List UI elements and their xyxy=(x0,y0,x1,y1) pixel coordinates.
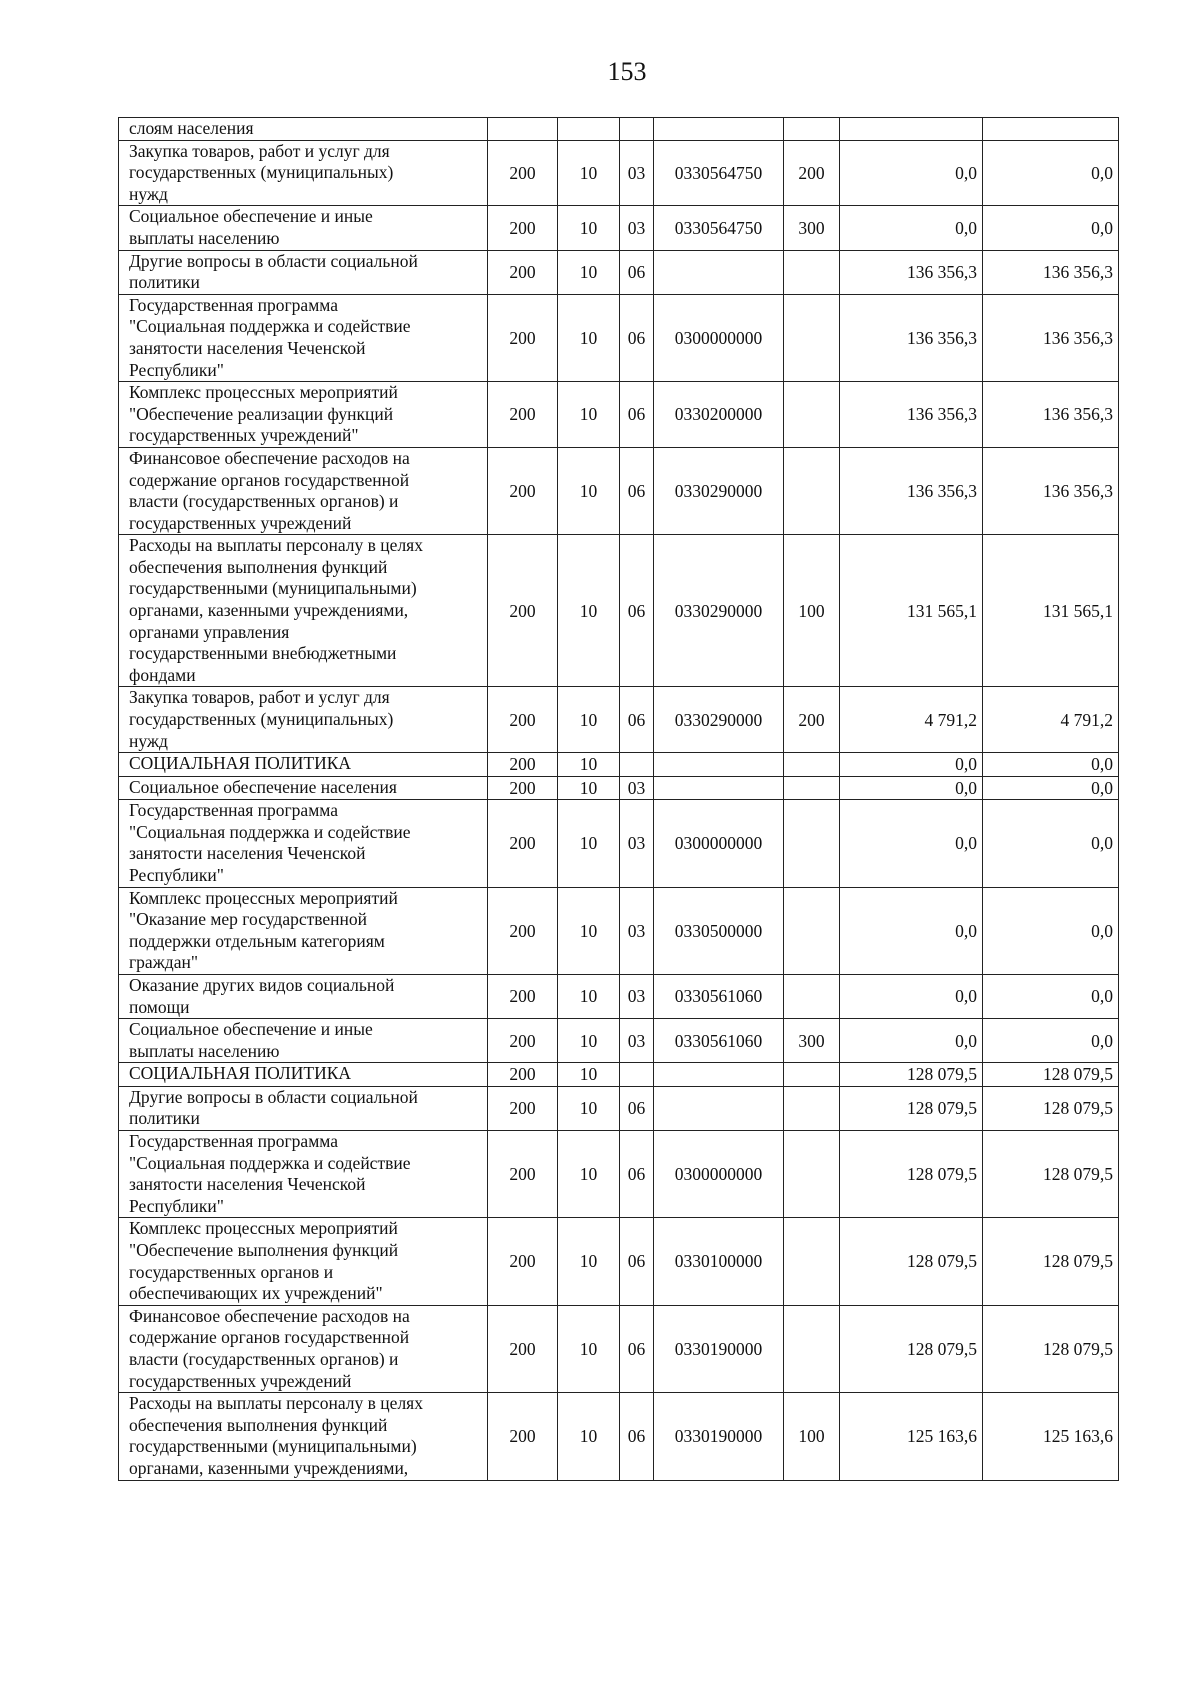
cell-item-name-line: государственных учреждений xyxy=(129,1370,352,1391)
cell-item-name xyxy=(119,140,488,206)
cell-expense-type xyxy=(784,1305,840,1392)
cell-amount-1 xyxy=(840,118,983,141)
cell-section-code: 10 xyxy=(558,800,620,887)
cell-expense-type xyxy=(784,800,840,887)
cell-amount-1: 128 079,5 xyxy=(840,1218,983,1305)
table-row xyxy=(119,382,1119,448)
cell-target-article: 0330200000 xyxy=(654,382,784,448)
table-body xyxy=(119,118,1119,1481)
cell-amount-1: 0,0 xyxy=(840,753,983,777)
cell-target-article: 0300000000 xyxy=(654,294,784,381)
cell-target-article: 0330564750 xyxy=(654,206,784,250)
cell-section-code: 10 xyxy=(558,250,620,294)
cell-amount-2: 128 079,5 xyxy=(983,1218,1119,1305)
cell-amount-2: 0,0 xyxy=(983,1019,1119,1063)
cell-expense-type: 200 xyxy=(784,140,840,206)
cell-item-name xyxy=(119,1131,488,1218)
cell-amount-1: 4 791,2 xyxy=(840,687,983,753)
cell-ministry-code: 200 xyxy=(488,250,558,294)
table-row xyxy=(119,535,1119,687)
cell-subsection-code: 03 xyxy=(620,974,654,1018)
cell-amount-2: 0,0 xyxy=(983,887,1119,974)
cell-section-code: 10 xyxy=(558,776,620,800)
cell-amount-2: 125 163,6 xyxy=(983,1393,1119,1480)
cell-ministry-code: 200 xyxy=(488,974,558,1018)
cell-amount-2: 136 356,3 xyxy=(983,447,1119,534)
cell-subsection-code: 06 xyxy=(620,535,654,687)
cell-amount-1: 0,0 xyxy=(840,206,983,250)
cell-item-name-line: Социальное обеспечение населения xyxy=(129,776,397,797)
cell-amount-1: 136 356,3 xyxy=(840,294,983,381)
cell-amount-2: 0,0 xyxy=(983,753,1119,777)
cell-section-code: 10 xyxy=(558,1218,620,1305)
cell-item-name-line: Оказание других видов социальной xyxy=(129,974,395,995)
cell-subsection-code xyxy=(620,118,654,141)
cell-subsection-code: 03 xyxy=(620,1019,654,1063)
cell-expense-type xyxy=(784,382,840,448)
cell-subsection-code: 03 xyxy=(620,206,654,250)
cell-amount-2: 131 565,1 xyxy=(983,535,1119,687)
cell-item-name-line: Республики" xyxy=(129,1195,224,1216)
cell-target-article: 0330564750 xyxy=(654,140,784,206)
cell-item-name-line: Комплекс процессных мероприятий xyxy=(129,382,398,403)
cell-subsection-code: 06 xyxy=(620,294,654,381)
cell-ministry-code: 200 xyxy=(488,1086,558,1130)
cell-target-article xyxy=(654,1086,784,1130)
cell-expense-type xyxy=(784,1218,840,1305)
cell-item-name xyxy=(119,687,488,753)
cell-amount-1: 128 079,5 xyxy=(840,1305,983,1392)
cell-amount-1: 136 356,3 xyxy=(840,382,983,448)
cell-expense-type xyxy=(784,447,840,534)
cell-ministry-code: 200 xyxy=(488,687,558,753)
cell-item-name-line: Финансовое обеспечение расходов на xyxy=(129,1305,410,1326)
cell-item-name-line: Государственная программа xyxy=(129,1131,338,1152)
table-row xyxy=(119,140,1119,206)
cell-amount-1: 136 356,3 xyxy=(840,447,983,534)
cell-expense-type: 100 xyxy=(784,1393,840,1480)
cell-subsection-code: 06 xyxy=(620,1218,654,1305)
cell-item-name-line: поддержки отдельным категориям xyxy=(129,930,385,951)
cell-target-article: 0330190000 xyxy=(654,1305,784,1392)
cell-ministry-code: 200 xyxy=(488,1063,558,1087)
cell-expense-type: 300 xyxy=(784,206,840,250)
cell-amount-2: 136 356,3 xyxy=(983,382,1119,448)
cell-amount-2: 4 791,2 xyxy=(983,687,1119,753)
cell-item-name xyxy=(119,535,488,687)
cell-item-name-line: Расходы на выплаты персоналу в целях xyxy=(129,535,423,556)
table-row xyxy=(119,1019,1119,1063)
table-row xyxy=(119,800,1119,887)
cell-item-name xyxy=(119,206,488,250)
cell-subsection-code: 06 xyxy=(620,447,654,534)
cell-target-article xyxy=(654,776,784,800)
cell-target-article xyxy=(654,753,784,777)
cell-amount-2: 128 079,5 xyxy=(983,1086,1119,1130)
cell-subsection-code: 03 xyxy=(620,887,654,974)
cell-subsection-code: 06 xyxy=(620,1305,654,1392)
table-row xyxy=(119,753,1119,777)
cell-section-code: 10 xyxy=(558,535,620,687)
cell-item-name xyxy=(119,1086,488,1130)
table-row xyxy=(119,118,1119,141)
cell-section-code xyxy=(558,118,620,141)
cell-item-name xyxy=(119,294,488,381)
cell-item-name-line: государственными (муниципальными) xyxy=(129,578,417,599)
table-row xyxy=(119,447,1119,534)
cell-ministry-code xyxy=(488,118,558,141)
cell-item-name-line: государственными (муниципальными) xyxy=(129,1436,417,1457)
cell-item-name-line: Закупка товаров, работ и услуг для xyxy=(129,140,390,161)
cell-expense-type xyxy=(784,753,840,777)
cell-item-name-line: государственных учреждений" xyxy=(129,425,359,446)
cell-amount-2: 128 079,5 xyxy=(983,1131,1119,1218)
cell-expense-type xyxy=(784,294,840,381)
cell-item-name-line: государственных (муниципальных) xyxy=(129,162,394,183)
cell-item-name-line: Республики" xyxy=(129,359,224,380)
cell-item-name-line: обеспечения выполнения функций xyxy=(129,556,388,577)
cell-section-code: 10 xyxy=(558,1393,620,1480)
cell-amount-2: 136 356,3 xyxy=(983,294,1119,381)
cell-item-name-line: Комплекс процессных мероприятий xyxy=(129,1218,398,1239)
cell-ministry-code: 200 xyxy=(488,1305,558,1392)
table-row xyxy=(119,776,1119,800)
cell-section-code: 10 xyxy=(558,206,620,250)
cell-amount-1: 128 079,5 xyxy=(840,1063,983,1087)
cell-item-name-line: Закупка товаров, работ и услуг для xyxy=(129,687,390,708)
cell-section-code: 10 xyxy=(558,1019,620,1063)
cell-item-name xyxy=(119,753,488,777)
cell-item-name-line: политики xyxy=(129,272,200,293)
budget-table xyxy=(118,117,1119,1481)
cell-amount-1: 128 079,5 xyxy=(840,1086,983,1130)
cell-item-name-line: выплаты населению xyxy=(129,227,280,248)
cell-amount-2: 136 356,3 xyxy=(983,250,1119,294)
table-row xyxy=(119,974,1119,1018)
cell-item-name xyxy=(119,776,488,800)
cell-subsection-code: 06 xyxy=(620,382,654,448)
cell-item-name xyxy=(119,1019,488,1063)
table-row xyxy=(119,887,1119,974)
cell-target-article xyxy=(654,1063,784,1087)
cell-section-code: 10 xyxy=(558,1131,620,1218)
cell-item-name xyxy=(119,250,488,294)
cell-item-name-line: "Социальная поддержка и содействие xyxy=(129,1152,411,1173)
cell-item-name-line: Комплекс процессных мероприятий xyxy=(129,887,398,908)
cell-item-name-line: власти (государственных органов) и xyxy=(129,491,399,512)
cell-subsection-code: 03 xyxy=(620,800,654,887)
cell-amount-1: 131 565,1 xyxy=(840,535,983,687)
cell-item-name-line: нужд xyxy=(129,730,168,751)
cell-item-name-line: граждан" xyxy=(129,952,198,973)
cell-section-code: 10 xyxy=(558,687,620,753)
cell-target-article: 0330100000 xyxy=(654,1218,784,1305)
cell-item-name-line: государственных органов и xyxy=(129,1261,334,1282)
table-row xyxy=(119,250,1119,294)
cell-expense-type xyxy=(784,250,840,294)
table-row xyxy=(119,206,1119,250)
cell-item-name-line: органами, казенными учреждениями, xyxy=(129,600,409,621)
cell-item-name-line: государственных (муниципальных) xyxy=(129,709,394,730)
cell-item-name-line: содержание органов государственной xyxy=(129,469,410,490)
cell-subsection-code: 06 xyxy=(620,250,654,294)
cell-item-name-line: государственными внебюджетными xyxy=(129,643,397,664)
cell-amount-1: 0,0 xyxy=(840,887,983,974)
cell-amount-2: 0,0 xyxy=(983,140,1119,206)
cell-amount-1: 128 079,5 xyxy=(840,1131,983,1218)
cell-item-name-line: органами управления xyxy=(129,621,290,642)
cell-ministry-code: 200 xyxy=(488,1393,558,1480)
cell-item-name-line: "Обеспечение выполнения функций xyxy=(129,1240,399,1260)
cell-item-name-line: помощи xyxy=(129,996,190,1017)
cell-amount-1: 125 163,6 xyxy=(840,1393,983,1480)
cell-item-name xyxy=(119,1305,488,1392)
cell-item-name-line: фондами xyxy=(129,664,196,685)
cell-item-name-line: обеспечения выполнения функций xyxy=(129,1414,388,1435)
cell-item-name xyxy=(119,118,488,141)
cell-expense-type: 100 xyxy=(784,535,840,687)
cell-target-article xyxy=(654,250,784,294)
cell-item-name-line: слоям населения xyxy=(129,118,254,138)
cell-amount-2: 128 079,5 xyxy=(983,1305,1119,1392)
cell-subsection-code: 03 xyxy=(620,140,654,206)
cell-item-name-line: "Социальная поддержка и содействие xyxy=(129,821,411,842)
cell-subsection-code xyxy=(620,1063,654,1087)
cell-ministry-code: 200 xyxy=(488,1019,558,1063)
cell-ministry-code: 200 xyxy=(488,1218,558,1305)
cell-subsection-code: 06 xyxy=(620,1131,654,1218)
cell-amount-2: 0,0 xyxy=(983,776,1119,800)
cell-section-code: 10 xyxy=(558,887,620,974)
cell-amount-1: 136 356,3 xyxy=(840,250,983,294)
cell-item-name-line: занятости населения Чеченской xyxy=(129,1174,366,1195)
cell-item-name-line: занятости населения Чеченской xyxy=(129,843,366,864)
cell-item-name xyxy=(119,1063,488,1087)
cell-item-name-line: СОЦИАЛЬНАЯ ПОЛИТИКА xyxy=(129,1063,352,1084)
cell-subsection-code: 06 xyxy=(620,687,654,753)
cell-item-name-line: Другие вопросы в области социальной xyxy=(129,1086,418,1107)
cell-item-name xyxy=(119,800,488,887)
cell-ministry-code: 200 xyxy=(488,535,558,687)
cell-item-name-line: "Социальная поддержка и содействие xyxy=(129,316,411,337)
cell-section-code: 10 xyxy=(558,447,620,534)
cell-item-name-line: Расходы на выплаты персоналу в целях xyxy=(129,1393,423,1414)
cell-item-name-line: Республики" xyxy=(129,865,224,885)
cell-amount-2: 0,0 xyxy=(983,974,1119,1018)
cell-amount-1: 0,0 xyxy=(840,776,983,800)
cell-ministry-code: 200 xyxy=(488,382,558,448)
cell-ministry-code: 200 xyxy=(488,1131,558,1218)
table-row xyxy=(119,1086,1119,1130)
cell-amount-1: 0,0 xyxy=(840,974,983,1018)
cell-item-name-line: "Обеспечение реализации функций xyxy=(129,403,394,424)
cell-item-name-line: Государственная программа xyxy=(129,800,338,821)
table-row xyxy=(119,1218,1119,1305)
cell-item-name xyxy=(119,974,488,1018)
cell-amount-1: 0,0 xyxy=(840,140,983,206)
cell-item-name xyxy=(119,382,488,448)
cell-item-name-line: власти (государственных органов) и xyxy=(129,1348,399,1369)
cell-subsection-code: 06 xyxy=(620,1393,654,1480)
cell-expense-type xyxy=(784,776,840,800)
cell-section-code: 10 xyxy=(558,294,620,381)
cell-ministry-code: 200 xyxy=(488,206,558,250)
page-number: 153 xyxy=(607,57,647,86)
cell-item-name xyxy=(119,887,488,974)
cell-subsection-code: 03 xyxy=(620,776,654,800)
cell-item-name-line: государственных учреждений xyxy=(129,512,352,533)
cell-amount-1: 0,0 xyxy=(840,800,983,887)
cell-target-article: 0300000000 xyxy=(654,800,784,887)
cell-target-article: 0330290000 xyxy=(654,447,784,534)
cell-expense-type xyxy=(784,974,840,1018)
cell-ministry-code: 200 xyxy=(488,140,558,206)
table-row xyxy=(119,1131,1119,1218)
cell-item-name-line: выплаты населению xyxy=(129,1040,280,1061)
cell-item-name-line: содержание органов государственной xyxy=(129,1327,410,1348)
cell-item-name-line: Другие вопросы в области социальной xyxy=(129,250,418,271)
cell-ministry-code: 200 xyxy=(488,800,558,887)
cell-item-name-line: Социальное обеспечение и иные xyxy=(129,1019,373,1040)
cell-item-name-line: занятости населения Чеченской xyxy=(129,337,366,358)
cell-target-article: 0330190000 xyxy=(654,1393,784,1480)
cell-expense-type: 200 xyxy=(784,687,840,753)
cell-amount-2: 128 079,5 xyxy=(983,1063,1119,1087)
cell-expense-type xyxy=(784,118,840,141)
cell-amount-1: 0,0 xyxy=(840,1019,983,1063)
cell-section-code: 10 xyxy=(558,1063,620,1087)
table-row xyxy=(119,1393,1119,1480)
cell-item-name xyxy=(119,1393,488,1480)
cell-expense-type xyxy=(784,1086,840,1130)
cell-item-name-line: политики xyxy=(129,1108,200,1129)
cell-item-name xyxy=(119,447,488,534)
cell-section-code: 10 xyxy=(558,1086,620,1130)
cell-ministry-code: 200 xyxy=(488,294,558,381)
cell-item-name xyxy=(119,1218,488,1305)
table-row xyxy=(119,687,1119,753)
cell-expense-type xyxy=(784,1063,840,1087)
cell-target-article: 0330500000 xyxy=(654,887,784,974)
cell-item-name-line: органами, казенными учреждениями, xyxy=(129,1457,409,1478)
cell-ministry-code: 200 xyxy=(488,776,558,800)
table-row xyxy=(119,294,1119,381)
cell-item-name-line: Государственная программа xyxy=(129,294,338,315)
cell-section-code: 10 xyxy=(558,753,620,777)
cell-expense-type: 300 xyxy=(784,1019,840,1063)
cell-target-article: 0330290000 xyxy=(654,687,784,753)
cell-section-code: 10 xyxy=(558,382,620,448)
cell-target-article: 0330561060 xyxy=(654,974,784,1018)
cell-ministry-code: 200 xyxy=(488,447,558,534)
cell-amount-2 xyxy=(983,118,1119,141)
cell-subsection-code xyxy=(620,753,654,777)
cell-item-name-line: СОЦИАЛЬНАЯ ПОЛИТИКА xyxy=(129,753,352,774)
cell-expense-type xyxy=(784,1131,840,1218)
cell-section-code: 10 xyxy=(558,1305,620,1392)
cell-section-code: 10 xyxy=(558,974,620,1018)
cell-item-name-line: Социальное обеспечение и иные xyxy=(129,206,373,227)
cell-target-article: 0330290000 xyxy=(654,535,784,687)
table-row xyxy=(119,1063,1119,1087)
cell-subsection-code: 06 xyxy=(620,1086,654,1130)
cell-amount-2: 0,0 xyxy=(983,206,1119,250)
cell-target-article xyxy=(654,118,784,141)
cell-expense-type xyxy=(784,887,840,974)
cell-section-code: 10 xyxy=(558,140,620,206)
cell-target-article: 0300000000 xyxy=(654,1131,784,1218)
cell-amount-2: 0,0 xyxy=(983,800,1119,887)
cell-item-name-line: нужд xyxy=(129,183,168,204)
cell-item-name-line: обеспечивающих их учреждений" xyxy=(129,1283,383,1304)
cell-ministry-code: 200 xyxy=(488,887,558,974)
cell-target-article: 0330561060 xyxy=(654,1019,784,1063)
table-row xyxy=(119,1305,1119,1392)
cell-ministry-code: 200 xyxy=(488,753,558,777)
cell-item-name-line: "Оказание мер государственной xyxy=(129,909,368,930)
cell-item-name-line: Финансовое обеспечение расходов на xyxy=(129,447,410,468)
